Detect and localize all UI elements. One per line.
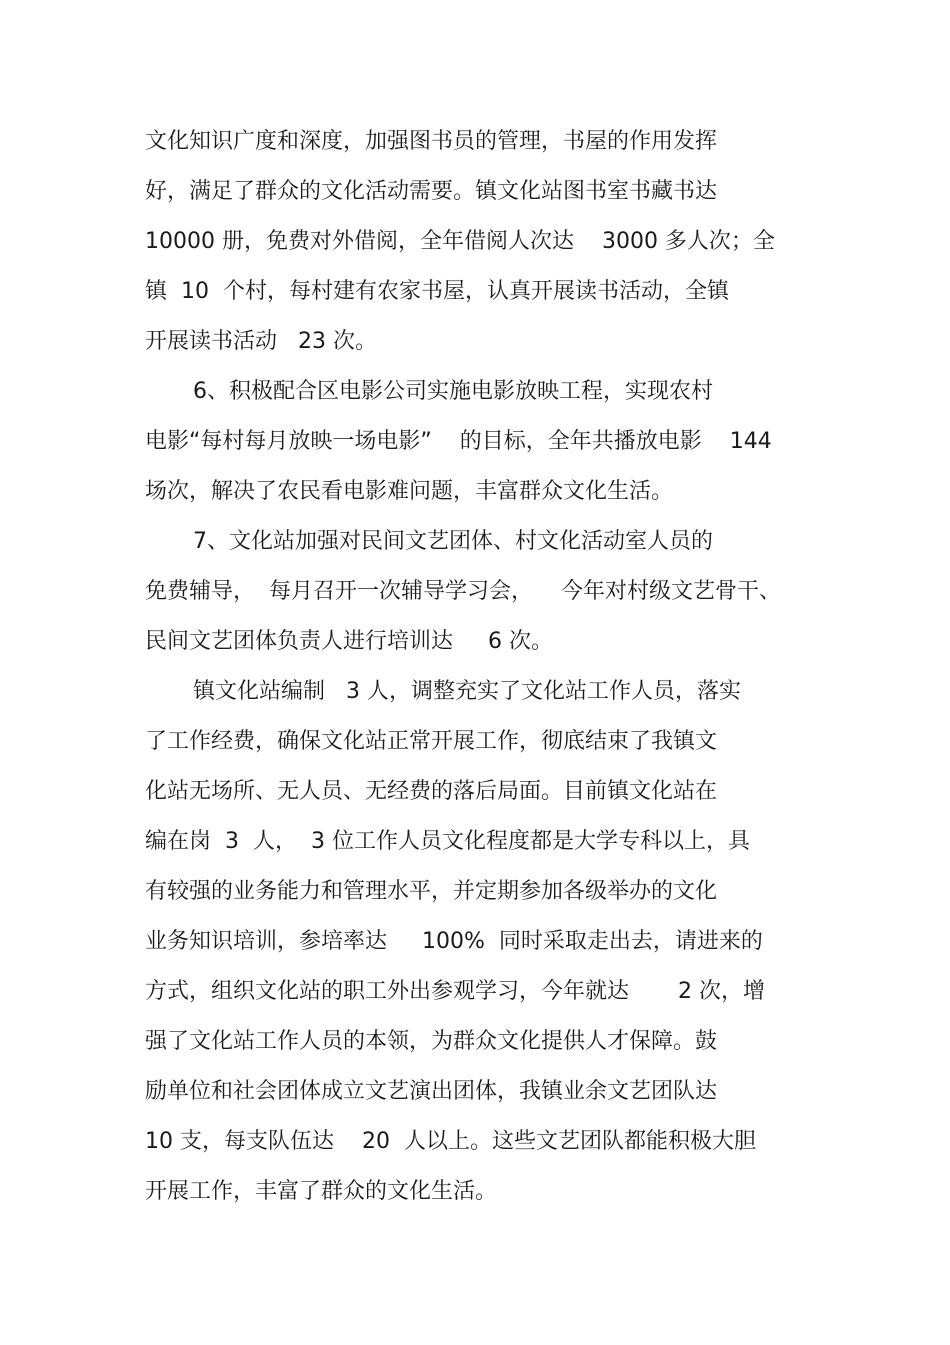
text-line: 10000 册，免费对外借阅，全年借阅人次达 3000 多人次；全 (145, 229, 775, 254)
text-line: 有较强的业务能力和管理水平，并定期参加各级举办的文化 (145, 879, 718, 904)
paragraph-6-start: 6、积极配合区电影公司实施电影放映工程，实现农村 (193, 379, 713, 404)
text-line: 免费辅导， 每月召开一次辅导学习会， 今年对村级文艺骨干、 (145, 579, 781, 604)
text-line: 文化知识广度和深度，加强图书员的管理，书屋的作用发挥 (145, 129, 718, 154)
paragraph-7-start: 7、文化站加强对民间文艺团体、村文化活动室人员的 (193, 529, 713, 554)
text-line: 方式，组织文化站的职工外出参观学习，今年就达 2 次，增 (145, 979, 765, 1004)
text-line: 了工作经费，确保文化站正常开展工作，彻底结束了我镇文 (145, 729, 718, 754)
paragraph-staffing-start: 镇文化站编制 3 人，调整充实了文化站工作人员，落实 (193, 679, 741, 704)
text-line: 民间文艺团体负责人进行培训达 6 次。 (145, 629, 553, 654)
text-line: 好，满足了群众的文化活动需要。镇文化站图书室书藏书达 (145, 179, 718, 204)
text-line: 强了文化站工作人员的本领，为群众文化提供人才保障。鼓 (145, 1029, 718, 1054)
text-line: 编在岗 3 人， 3 位工作人员文化程度都是大学专科以上，具 (145, 829, 750, 854)
text-line: 开展读书活动 23 次。 (145, 329, 377, 354)
text-line: 10 支，每支队伍达 20 人以上。这些文艺团队都能积极大胆 (145, 1129, 756, 1154)
text-line: 镇 10 个村，每村建有农家书屋，认真开展读书活动，全镇 (145, 279, 729, 304)
text-line: 开展工作，丰富了群众的文化生活。 (145, 1179, 498, 1204)
text-line: 业务知识培训，参培率达 100% 同时采取走出去，请进来的 (145, 929, 763, 954)
text-line: 化站无场所、无人员、无经费的落后局面。目前镇文化站在 (145, 779, 718, 804)
text-line: 励单位和社会团体成立文艺演出团体，我镇业余文艺团队达 (145, 1079, 718, 1104)
text-line: 场次，解决了农民看电影难问题，丰富群众文化生活。 (145, 479, 674, 504)
text-line: 电影“每村每月放映一场电影” 的目标，全年共播放电影 144 (145, 429, 772, 454)
